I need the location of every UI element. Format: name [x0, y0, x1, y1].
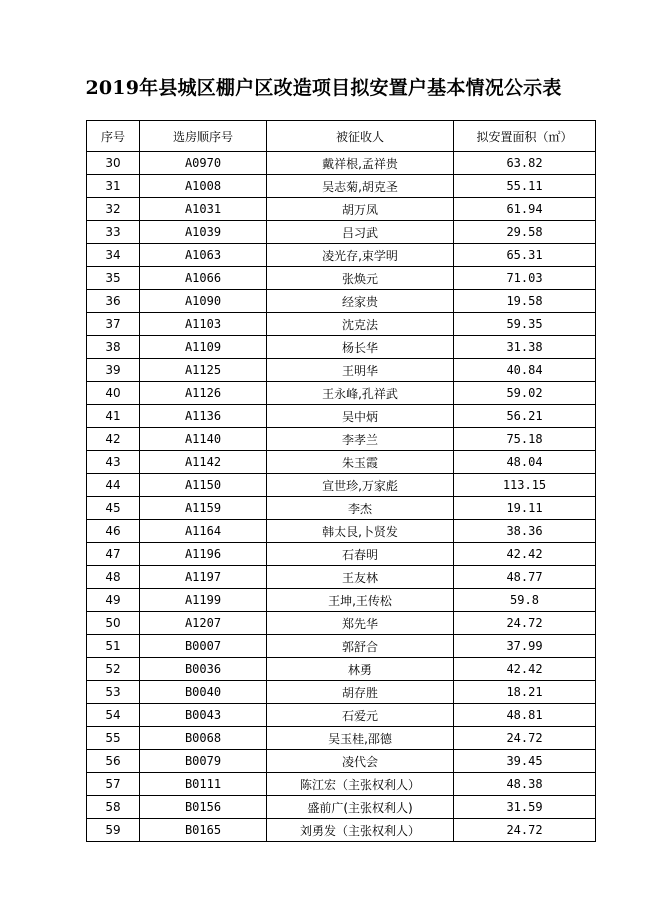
seq-cell: 39: [87, 359, 140, 382]
table-row: [87, 336, 596, 359]
person-cell: 沈克法: [267, 313, 454, 336]
person-cell: 林勇: [267, 658, 454, 681]
seq-cell: 45: [87, 497, 140, 520]
table-row: [87, 727, 596, 750]
table-row: [87, 359, 596, 382]
room-order-cell: A1039: [140, 221, 267, 244]
seq-cell: 55: [87, 727, 140, 750]
room-order-cell: A1066: [140, 267, 267, 290]
room-order-cell: A1103: [140, 313, 267, 336]
room-order-cell: A1008: [140, 175, 267, 198]
seq-cell: 53: [87, 681, 140, 704]
seq-cell: 48: [87, 566, 140, 589]
person-cell: 李杰: [267, 497, 454, 520]
room-order-cell: A0970: [140, 152, 267, 175]
table-row: [87, 244, 596, 267]
seq-cell: 44: [87, 474, 140, 497]
table-row: [87, 796, 596, 819]
header-room-order: 选房顺序号: [140, 121, 267, 152]
room-order-cell: A1090: [140, 290, 267, 313]
table-row: [87, 566, 596, 589]
seq-cell: 52: [87, 658, 140, 681]
seq-cell: 56: [87, 750, 140, 773]
seq-cell: 51: [87, 635, 140, 658]
person-cell: 杨长华: [267, 336, 454, 359]
area-cell: 48.81: [454, 704, 596, 727]
seq-cell: 30: [87, 152, 140, 175]
area-cell: 63.82: [454, 152, 596, 175]
header-resettlement-area: 拟安置面积（㎡）: [454, 121, 596, 152]
area-cell: 56.21: [454, 405, 596, 428]
person-cell: 郑先华: [267, 612, 454, 635]
area-cell: 24.72: [454, 612, 596, 635]
table-row: [87, 474, 596, 497]
room-order-cell: A1199: [140, 589, 267, 612]
seq-cell: 35: [87, 267, 140, 290]
table-row: [87, 543, 596, 566]
person-cell: 盛前广(主张权利人): [267, 796, 454, 819]
room-order-cell: A1136: [140, 405, 267, 428]
seq-cell: 43: [87, 451, 140, 474]
person-cell: 郭舒合: [267, 635, 454, 658]
area-cell: 61.94: [454, 198, 596, 221]
seq-cell: 31: [87, 175, 140, 198]
person-cell: 李孝兰: [267, 428, 454, 451]
person-cell: 石爱元: [267, 704, 454, 727]
room-order-cell: A1031: [140, 198, 267, 221]
person-cell: 凌光存,束学明: [267, 244, 454, 267]
room-order-cell: B0040: [140, 681, 267, 704]
person-cell: 胡存胜: [267, 681, 454, 704]
room-order-cell: B0165: [140, 819, 267, 842]
area-cell: 55.11: [454, 175, 596, 198]
area-cell: 24.72: [454, 727, 596, 750]
seq-cell: 42: [87, 428, 140, 451]
table-row: [87, 290, 596, 313]
person-cell: 凌代会: [267, 750, 454, 773]
table-row: [87, 175, 596, 198]
table-header-row: [87, 121, 596, 152]
area-cell: 42.42: [454, 543, 596, 566]
area-cell: 113.15: [454, 474, 596, 497]
room-order-cell: A1207: [140, 612, 267, 635]
table-row: [87, 221, 596, 244]
room-order-cell: A1063: [140, 244, 267, 267]
table-row: [87, 635, 596, 658]
table-row: [87, 313, 596, 336]
area-cell: 29.58: [454, 221, 596, 244]
room-order-cell: A1140: [140, 428, 267, 451]
table-row: [87, 497, 596, 520]
seq-cell: 57: [87, 773, 140, 796]
room-order-cell: B0111: [140, 773, 267, 796]
table-row: [87, 704, 596, 727]
area-cell: 18.21: [454, 681, 596, 704]
room-order-cell: B0068: [140, 727, 267, 750]
area-cell: 59.8: [454, 589, 596, 612]
area-cell: 24.72: [454, 819, 596, 842]
seq-cell: 46: [87, 520, 140, 543]
seq-cell: 33: [87, 221, 140, 244]
person-cell: 吕习武: [267, 221, 454, 244]
area-cell: 75.18: [454, 428, 596, 451]
person-cell: 刘勇发（主张权利人）: [267, 819, 454, 842]
area-cell: 38.36: [454, 520, 596, 543]
person-cell: 王永峰,孔祥武: [267, 382, 454, 405]
area-cell: 42.42: [454, 658, 596, 681]
area-cell: 59.35: [454, 313, 596, 336]
header-seq: 序号: [87, 121, 140, 152]
person-cell: 吴中炳: [267, 405, 454, 428]
seq-cell: 50: [87, 612, 140, 635]
room-order-cell: A1196: [140, 543, 267, 566]
area-cell: 48.77: [454, 566, 596, 589]
table-row: [87, 405, 596, 428]
seq-cell: 41: [87, 405, 140, 428]
room-order-cell: A1164: [140, 520, 267, 543]
seq-cell: 47: [87, 543, 140, 566]
room-order-cell: B0043: [140, 704, 267, 727]
table-body: [87, 152, 596, 842]
seq-cell: 36: [87, 290, 140, 313]
room-order-cell: B0007: [140, 635, 267, 658]
area-cell: 39.45: [454, 750, 596, 773]
table-row: [87, 750, 596, 773]
person-cell: 陈江宏（主张权利人）: [267, 773, 454, 796]
header-expropriated-person: 被征收人: [267, 121, 454, 152]
person-cell: 戴祥根,孟祥贵: [267, 152, 454, 175]
seq-cell: 54: [87, 704, 140, 727]
area-cell: 19.58: [454, 290, 596, 313]
room-order-cell: B0156: [140, 796, 267, 819]
table-row: [87, 589, 596, 612]
area-cell: 71.03: [454, 267, 596, 290]
seq-cell: 49: [87, 589, 140, 612]
room-order-cell: A1197: [140, 566, 267, 589]
table-row: [87, 773, 596, 796]
area-cell: 48.04: [454, 451, 596, 474]
seq-cell: 34: [87, 244, 140, 267]
person-cell: 经家贵: [267, 290, 454, 313]
table-row: [87, 451, 596, 474]
seq-cell: 59: [87, 819, 140, 842]
person-cell: 王友林: [267, 566, 454, 589]
person-cell: 王明华: [267, 359, 454, 382]
seq-cell: 40: [87, 382, 140, 405]
room-order-cell: A1109: [140, 336, 267, 359]
area-cell: 31.59: [454, 796, 596, 819]
area-cell: 40.84: [454, 359, 596, 382]
person-cell: 石春明: [267, 543, 454, 566]
person-cell: 朱玉霞: [267, 451, 454, 474]
area-cell: 65.31: [454, 244, 596, 267]
table-row: [87, 152, 596, 175]
room-order-cell: B0079: [140, 750, 267, 773]
table-row: [87, 382, 596, 405]
page-title: 2019年县城区棚户区改造项目拟安置户基本情况公示表: [85, 77, 562, 99]
area-cell: 59.02: [454, 382, 596, 405]
table-row: [87, 198, 596, 221]
area-cell: 37.99: [454, 635, 596, 658]
seq-cell: 38: [87, 336, 140, 359]
room-order-cell: A1125: [140, 359, 267, 382]
person-cell: 胡万凤: [267, 198, 454, 221]
room-order-cell: A1150: [140, 474, 267, 497]
table-row: [87, 681, 596, 704]
person-cell: 张焕元: [267, 267, 454, 290]
area-cell: 48.38: [454, 773, 596, 796]
person-cell: 吴玉桂,邵德: [267, 727, 454, 750]
person-cell: 宣世珍,万家彪: [267, 474, 454, 497]
table-row: [87, 428, 596, 451]
person-cell: 韩太艮,卜贤发: [267, 520, 454, 543]
area-cell: 31.38: [454, 336, 596, 359]
table-row: [87, 612, 596, 635]
table-row: [87, 267, 596, 290]
seq-cell: 32: [87, 198, 140, 221]
room-order-cell: A1159: [140, 497, 267, 520]
person-cell: 王坤,王传松: [267, 589, 454, 612]
seq-cell: 37: [87, 313, 140, 336]
person-cell: 吴志菊,胡克圣: [267, 175, 454, 198]
room-order-cell: A1142: [140, 451, 267, 474]
table-row: [87, 520, 596, 543]
relocation-table: [86, 120, 596, 842]
table-row: [87, 658, 596, 681]
table-row: [87, 819, 596, 842]
seq-cell: 58: [87, 796, 140, 819]
room-order-cell: A1126: [140, 382, 267, 405]
area-cell: 19.11: [454, 497, 596, 520]
room-order-cell: B0036: [140, 658, 267, 681]
